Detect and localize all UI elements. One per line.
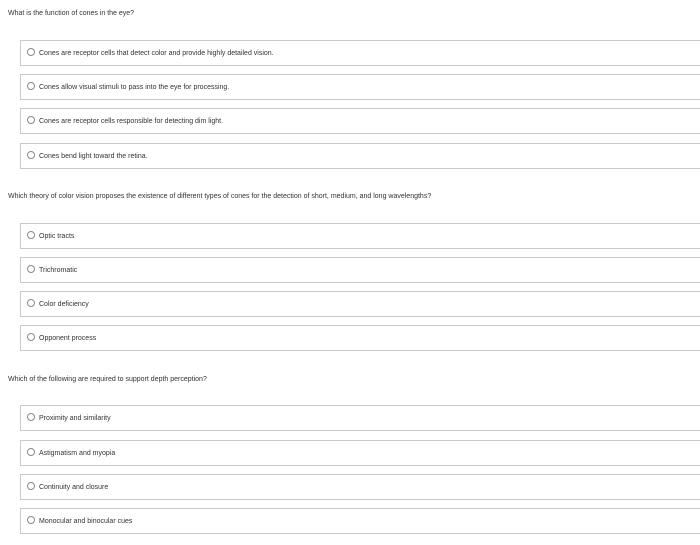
radio-button[interactable] [27,265,35,273]
option-label: Cones are receptor cells that detect color and provide highly detailed vision. [39,50,274,57]
q3-option-1[interactable] [20,405,700,431]
q3-option-3[interactable] [20,474,700,500]
radio-button[interactable] [27,413,35,421]
radio-button[interactable] [27,299,35,307]
option-label: Monocular and binocular cues [39,518,133,525]
radio-button[interactable] [27,116,35,124]
q3-option-4[interactable] [20,508,700,534]
option-label: Optic tracts [39,233,75,240]
radio-button[interactable] [27,448,35,456]
q3-option-2[interactable] [20,440,700,466]
radio-button[interactable] [27,516,35,524]
option-label: Cones bend light toward the retina. [39,153,148,160]
option-label: Trichromatic [39,267,78,274]
question-1-text: What is the function of cones in the eye? [8,10,135,17]
q2-option-4[interactable] [20,325,700,351]
q2-option-3[interactable] [20,291,700,317]
question-2-text: Which theory of color vision proposes the existence of different types of cones for the detection of short, medium, and long wavelengths? [8,193,432,200]
option-label: Color deficiency [39,301,89,308]
option-label: Proximity and similarity [39,415,111,422]
radio-button[interactable] [27,333,35,341]
radio-button[interactable] [27,151,35,159]
q2-option-2[interactable] [20,257,700,283]
radio-button[interactable] [27,231,35,239]
q1-option-1[interactable] [20,40,700,66]
q2-option-1[interactable] [20,223,700,249]
option-label: Continuity and closure [39,484,109,491]
question-3-text: Which of the following are required to support depth perception? [8,376,207,383]
q1-option-2[interactable] [20,74,700,100]
option-label: Cones allow visual stimuli to pass into the eye for processing. [39,84,230,91]
radio-button[interactable] [27,82,35,90]
q1-option-4[interactable] [20,143,700,169]
option-label: Opponent process [39,335,97,342]
q1-option-3[interactable] [20,108,700,134]
option-label: Astigmatism and myopia [39,450,116,457]
radio-button[interactable] [27,482,35,490]
option-label: Cones are receptor cells responsible for detecting dim light. [39,118,224,125]
radio-button[interactable] [27,48,35,56]
